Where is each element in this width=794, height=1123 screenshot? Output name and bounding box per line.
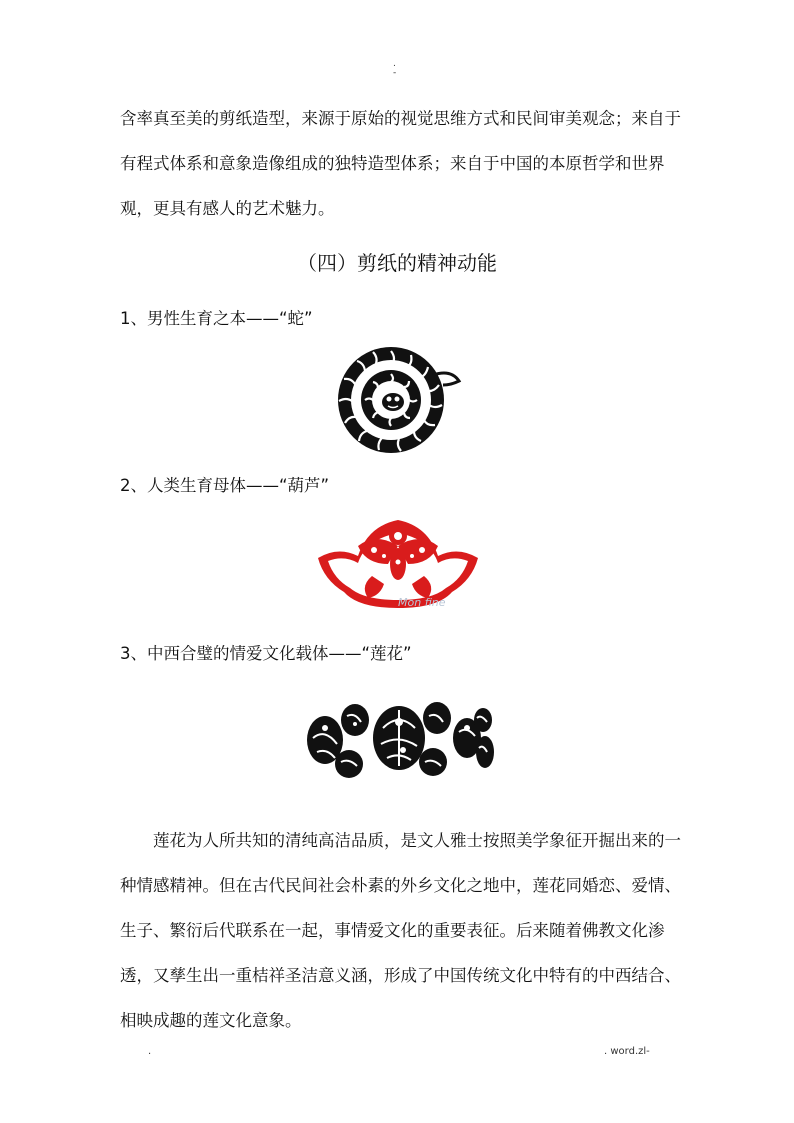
item-label-lotus: 3、中西合璧的情爱文化载体——“莲花” (120, 644, 412, 663)
paragraph-lotus: 莲花为人所共知的清纯高洁品质，是文人雅士按照美学象征开掘出来的一种情感精神。但在古代民间社会朴素的外乡文化之地中，莲花同婚恋、爱情、生子、繁衍后代联系在一起，事情爱文化的重要表征。后来随着佛教文化渗透，又孳生出一重桔祥圣洁意义涵，形成了中国传统文化中特有的中西结合、相映成趣的莲文化意象。 (120, 831, 681, 1030)
header-mark: . - (393, 59, 397, 78)
watermark-text: Mon fine (398, 596, 446, 609)
item-label-gourd: 2、人类生育母体——“葫芦” (120, 476, 330, 495)
footer-right-mark: . word.zl- (604, 1046, 650, 1057)
footer-left-mark: . (148, 1046, 152, 1057)
section-heading: （四）剪纸的精神动能 (297, 251, 497, 275)
lotus-papercut-image (303, 698, 495, 784)
gourd-papercut-image (312, 516, 484, 612)
item-label-snake: 1、男性生育之本——“蛇” (120, 309, 313, 328)
snake-papercut-image (333, 345, 463, 455)
paragraph-intro: 含率真至美的剪纸造型，来源于原始的视觉思维方式和民间审美观念；来自于有程式体系和意象造像组成的独特造型体系；来自于中国的本原哲学和世界观，更具有感人的艺术魅力。 (120, 109, 681, 218)
